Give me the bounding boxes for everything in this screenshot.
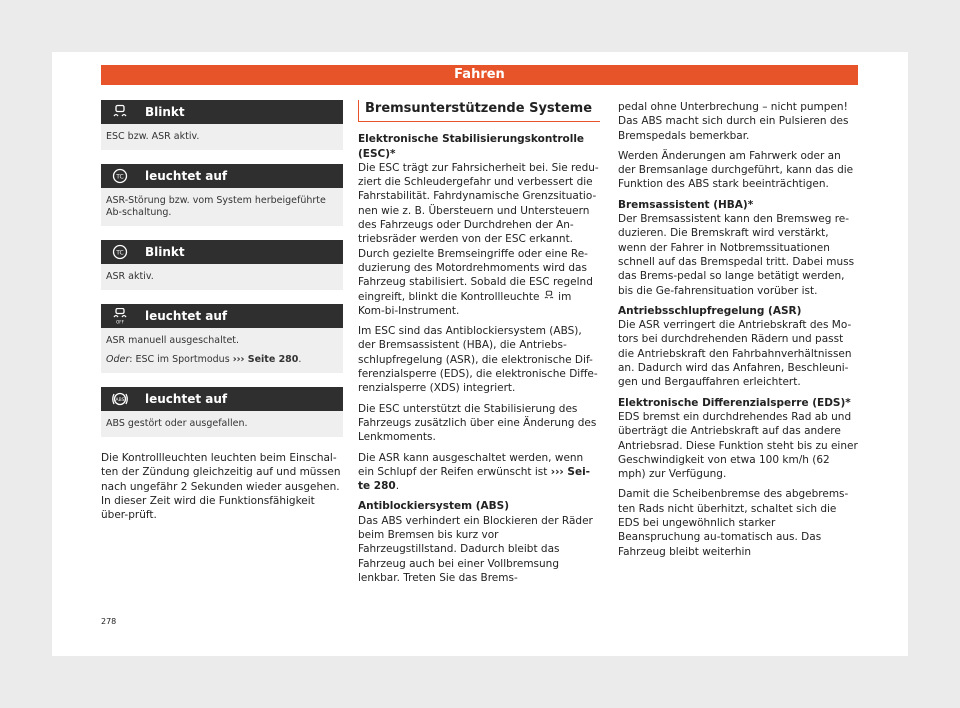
paragraph: Werden Änderungen am Fahrwerk oder an der Bremsanlage durchgeführt, kann das die Funktion des ABS stark beeinträchtigen.: [618, 149, 854, 191]
abs-icon: [111, 391, 129, 407]
indicator-label: Blinkt: [145, 105, 185, 119]
page-reference-link[interactable]: ››› Sei-te 280: [358, 465, 591, 493]
indicator-bar-tc-leuchtet: [101, 164, 343, 188]
indicator-description-text: ABS gestört oder ausgefallen.: [106, 418, 248, 429]
paragraph: Die ESC unterstützt die Stabilisierung des Fahrzeugs zusätzlich über eine Änderung des Lenkmoments.: [358, 402, 597, 444]
paragraph: Damit die Scheibenbremse des abgebrems-ten Rads nicht überhitzt, schaltet sich die EDS bei ungewöhnlich starker Beanspruchung au-tomatisch aus. Das Fahrzeug bleibt weiterhin: [618, 488, 849, 558]
tc-icon: [111, 168, 129, 184]
indicator-label: leuchtet auf: [145, 309, 228, 323]
indicator-bar-tc-blinkt: [101, 240, 343, 264]
indicator-description: [101, 188, 343, 226]
indicator-desc-end: .: [298, 354, 302, 365]
indicator-description-text: ESC bzw. ASR aktiv.: [106, 131, 200, 142]
indicator-bar-abs: [101, 387, 343, 411]
indicator-description-text: [106, 354, 338, 366]
tc-icon-glyph: TC: [116, 173, 124, 181]
paragraph: [358, 451, 600, 494]
tc-icon: [111, 244, 129, 260]
indicator-description: [101, 328, 343, 373]
indicator-column: [101, 100, 343, 528]
paragraph-text: Die ASR kann ausgeschaltet werden, wenn ein Schlupf der Reifen erwünscht ist: [358, 451, 584, 478]
paragraph: Die ASR verringert die Antriebskraft des Mo-tors bei durchdrehenden Rädern und passt die Antriebskraft den Fahrbahnverhältnissen an. Dadurch wird das Anfahren, Beschleuni-gen und Bergauffahren erleichtert.: [618, 319, 852, 389]
text-column-3: [618, 100, 860, 565]
indicator-description: [101, 124, 343, 150]
page-number: 278: [101, 617, 117, 626]
paragraph-text: Die ESC trägt zur Fahrsicherheit bei. Sie redu-ziert die Schleudergefahr und verbessert die Fahrstabilität. Fahrdynamische Grenzsituatio-nen wie z. B. Übersteuern und Untersteuern des Fahrzeugs oder Durchdrehen der An-triebsräder werden von der ESC erkannt. Durch gezielte Bremseingriffe oder eine Re-duzierung des Motordrehmoments wird das Fahrzeug stabilisiert. Sobald die ESC regelnd eingreift, blinkt die Kontrollleuchte: [358, 161, 599, 303]
paragraph: Der Bremsassistent kann den Bremsweg re-duzieren. Die Bremskraft wird verstärkt, wenn der Fahrer in Notbremssituationen schnell auf das Bremspedal tritt. Dabei muss das Brems-pedal so lange betätigt werden, bis die Ge-fahrensituation vorüber ist.: [618, 213, 855, 297]
indicator-bar-esc-off: [101, 304, 343, 328]
esc-icon: [543, 290, 555, 301]
indicator-description: [101, 264, 343, 290]
paragraph-end: .: [395, 480, 400, 493]
indicator-label: leuchtet auf: [145, 392, 228, 406]
paragraph: [358, 161, 600, 318]
paragraph: Im ESC sind das Antiblockiersystem (ABS), der Bremsassistent (HBA), die Antriebs-schlupfregelung (ASR), die elektronische Dif-ferenzialsperre (EDS), die elektronische Diffe-renzialsperre (XDS) integriert.: [358, 325, 598, 395]
indicator-bar-esc-blinkt: [101, 100, 343, 124]
paragraph: Die Kontrollleuchten leuchten beim Einschal-ten der Zündung gleichzeitig auf und müssen nach ungefähr 2 Sekunden wieder ausgehen. In dieser Zeit wird die Funktionsfähigkeit über-prüft.: [101, 452, 341, 522]
paragraph: EDS bremst ein durchdrehendes Rad ab und überträgt die Antriebskraft auf das andere Antriebsrad. Diese Funktion steht bis zu einer Geschwindigkeit von etwa 100 km/h (62 mph) zur Verfügung.: [618, 410, 858, 481]
indicator-desc-prefix: Oder: [106, 354, 130, 365]
indicator-description-text: ASR-Störung bzw. vom System herbeigeführte Ab-schaltung.: [106, 195, 326, 218]
section-title: Bremsunterstützende Systeme: [358, 100, 600, 122]
subheading: Antiblockiersystem (ABS): [358, 500, 510, 513]
indicator-label: Blinkt: [145, 245, 185, 259]
abs-icon-glyph: ABS: [115, 398, 125, 403]
subheading: Elektronische Differenzialsperre (EDS)*: [618, 396, 851, 409]
subheading: Elektronische Stabilisierungskontrolle (ESC)*: [358, 133, 585, 160]
esc-off-icon: [111, 308, 129, 324]
text-column-2: [358, 100, 600, 591]
paragraph: pedal ohne Unterbrechung – nicht pumpen! Das ABS macht sich durch ein Pulsieren des Bremspedals bemerkbar.: [618, 101, 849, 142]
col1-body: [101, 451, 343, 522]
esc-icon: [111, 104, 129, 120]
page-header: Fahren: [101, 65, 858, 85]
indicator-description-text: ASR manuell ausgeschaltet.: [106, 335, 240, 346]
indicator-description-text: ASR aktiv.: [106, 271, 154, 282]
indicator-desc-text: : ESC im Sportmodus: [129, 354, 233, 365]
indicator-description: [101, 411, 343, 437]
tc-icon-glyph: TC: [116, 249, 124, 257]
subheading: Antriebsschlupfregelung (ASR): [618, 304, 802, 317]
subheading: Bremsassistent (HBA)*: [618, 198, 754, 211]
indicator-label: leuchtet auf: [145, 169, 228, 183]
page-reference-link[interactable]: ››› Seite 280: [232, 354, 299, 365]
paragraph: Das ABS verhindert ein Blockieren der Räder beim Bremsen bis kurz vor Fahrzeugstillstand. Dadurch bleibt das Fahrzeug auch bei einer Vollbremsung lenkbar. Treten Sie das Brems-: [358, 514, 593, 584]
esc-off-icon-glyph: OFF: [116, 319, 124, 324]
paragraph-text: im Kom-bi-Instrument.: [358, 290, 572, 317]
